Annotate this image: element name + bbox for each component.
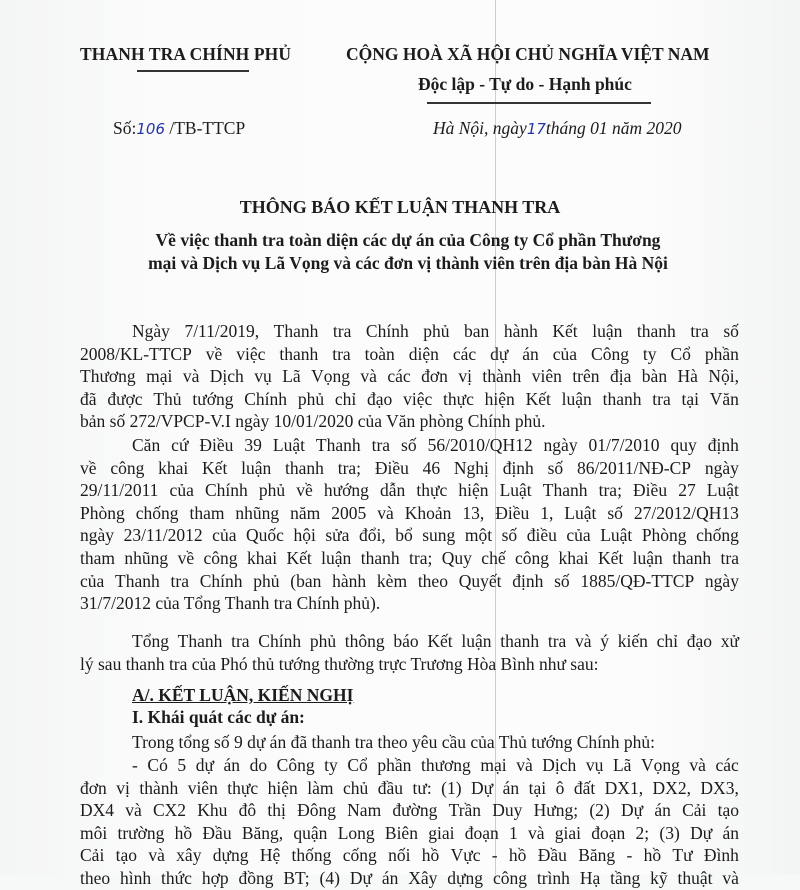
handwritten-number: 106 (136, 120, 165, 138)
text-line: 29/11/2011 của Chính phủ về hướng dẫn thực hiện Luật Thanh tra; Điều 27 Luật (80, 480, 739, 501)
document-number (113, 118, 245, 139)
section-heading-a: A/. KẾT LUẬN, KIẾN NGHỊ (132, 685, 354, 705)
document-date (433, 118, 682, 139)
number-suffix: /TB-TTCP (165, 118, 246, 138)
paragraph-1 (80, 320, 739, 433)
text-line: môi trường hồ Đầu Băng, quận Long Biên giai đoạn 1 và giai đoạn 2; (3) Dự án (80, 822, 739, 843)
text-line: 2008/KL-TTCP về việc thanh tra toàn diện các dự án của Công ty Cổ phần (80, 343, 739, 364)
text-line: Thương mại và Dịch vụ Lã Vọng và các đơn vị thành viên trên địa bàn Hà Nội, (80, 366, 739, 387)
paragraph-3 (80, 630, 739, 675)
country-name: CỘNG HOÀ XÃ HỘI CHỦ NGHĨA VIỆT NAM (346, 44, 710, 64)
text-line: Tổng Thanh tra Chính phủ thông báo Kết luận thanh tra và ý kiến chỉ đạo xử (132, 631, 739, 651)
document-subtitle-line-1: Về việc thanh tra toàn diện các dự án của Công ty Cổ phần Thương (155, 230, 661, 250)
text-line: Phòng chống tham nhũng năm 2005 và Khoản 13, Điều 1, Luật số 27/2012/QH13 (80, 502, 739, 523)
text-line: DX4 và CX2 Khu đô thị Đông Nam đường Trần Duy Hưng; (2) Dự án Cải tạo (80, 800, 739, 821)
paragraph-5 (80, 754, 739, 890)
number-prefix: Số: (113, 118, 137, 138)
section-heading-i: I. Khái quát các dự án: (132, 707, 305, 727)
text-line: đơn vị thành viên thực hiện làm chủ đầu tư: (1) Dự án tại ô đất DX1, DX2, DX3, (80, 777, 739, 798)
text-line: đã được Thủ tướng Chính phủ chỉ đạo việc thực hiện Kết luận thanh tra tại Văn (80, 388, 739, 409)
text-line: bản số 272/VPCP-V.I ngày 10/01/2020 của Văn phòng Chính phủ. (80, 411, 546, 432)
paragraph-2 (80, 434, 739, 615)
agency-underline (137, 70, 249, 72)
text-line: Căn cứ Điều 39 Luật Thanh tra số 56/2010/QH12 ngày 01/7/2010 quy định (132, 435, 739, 455)
motto-underline (427, 102, 651, 104)
text-line: Ngày 7/11/2019, Thanh tra Chính phủ ban hành Kết luận thanh tra số (132, 321, 739, 341)
document-subtitle-line-2: mại và Dịch vụ Lã Vọng và các đơn vị thành viên trên địa bàn Hà Nội (148, 253, 668, 273)
text-line: theo hình thức hợp đồng BT; (4) Dự án Xây dựng công trình Hạ tầng kỹ thuật và (80, 867, 739, 888)
text-line: của Thanh tra Chính phủ (ban hành kèm theo Quyết định số 1885/QĐ-TTCP ngày (80, 570, 739, 591)
text-line: 31/7/2012 của Tổng Thanh tra Chính phủ). (80, 593, 381, 614)
paragraph-4 (80, 731, 739, 754)
national-motto: Độc lập - Tự do - Hạnh phúc (418, 74, 632, 94)
text-line: - Có 5 dự án do Công ty Cổ phần thương mại và Dịch vụ Lã Vọng và các (132, 755, 739, 775)
text-line: ngày 23/11/2012 của Quốc hội sửa đổi, bổ sung một số điều của Luật Phòng chống (80, 525, 739, 546)
agency-name: THANH TRA CHÍNH PHỦ (80, 44, 292, 64)
date-suffix: tháng 01 năm 2020 (545, 118, 682, 138)
document-title: THÔNG BÁO KẾT LUẬN THANH TRA (239, 197, 561, 217)
date-prefix: Hà Nội, ngày (433, 118, 527, 138)
text-line: tham nhũng về công khai Kết luận thanh tra; Quy chế công khai Kết luận thanh tra (80, 547, 739, 568)
text-line: Trong tổng số 9 dự án đã thanh tra theo yêu cầu của Thủ tướng Chính phủ: (132, 732, 656, 752)
text-line: lý sau thanh tra của Phó thủ tướng thường trực Trương Hòa Bình như sau: (80, 653, 599, 674)
handwritten-day: 17 (526, 120, 546, 138)
text-line: về công khai Kết luận thanh tra; Điều 46 Nghị định số 86/2011/NĐ-CP ngày (80, 457, 739, 478)
text-line: Cải tạo và xây dựng Hệ thống cống nối hồ Vực - hồ Đầu Băng - hồ Tư Đình (80, 845, 739, 866)
